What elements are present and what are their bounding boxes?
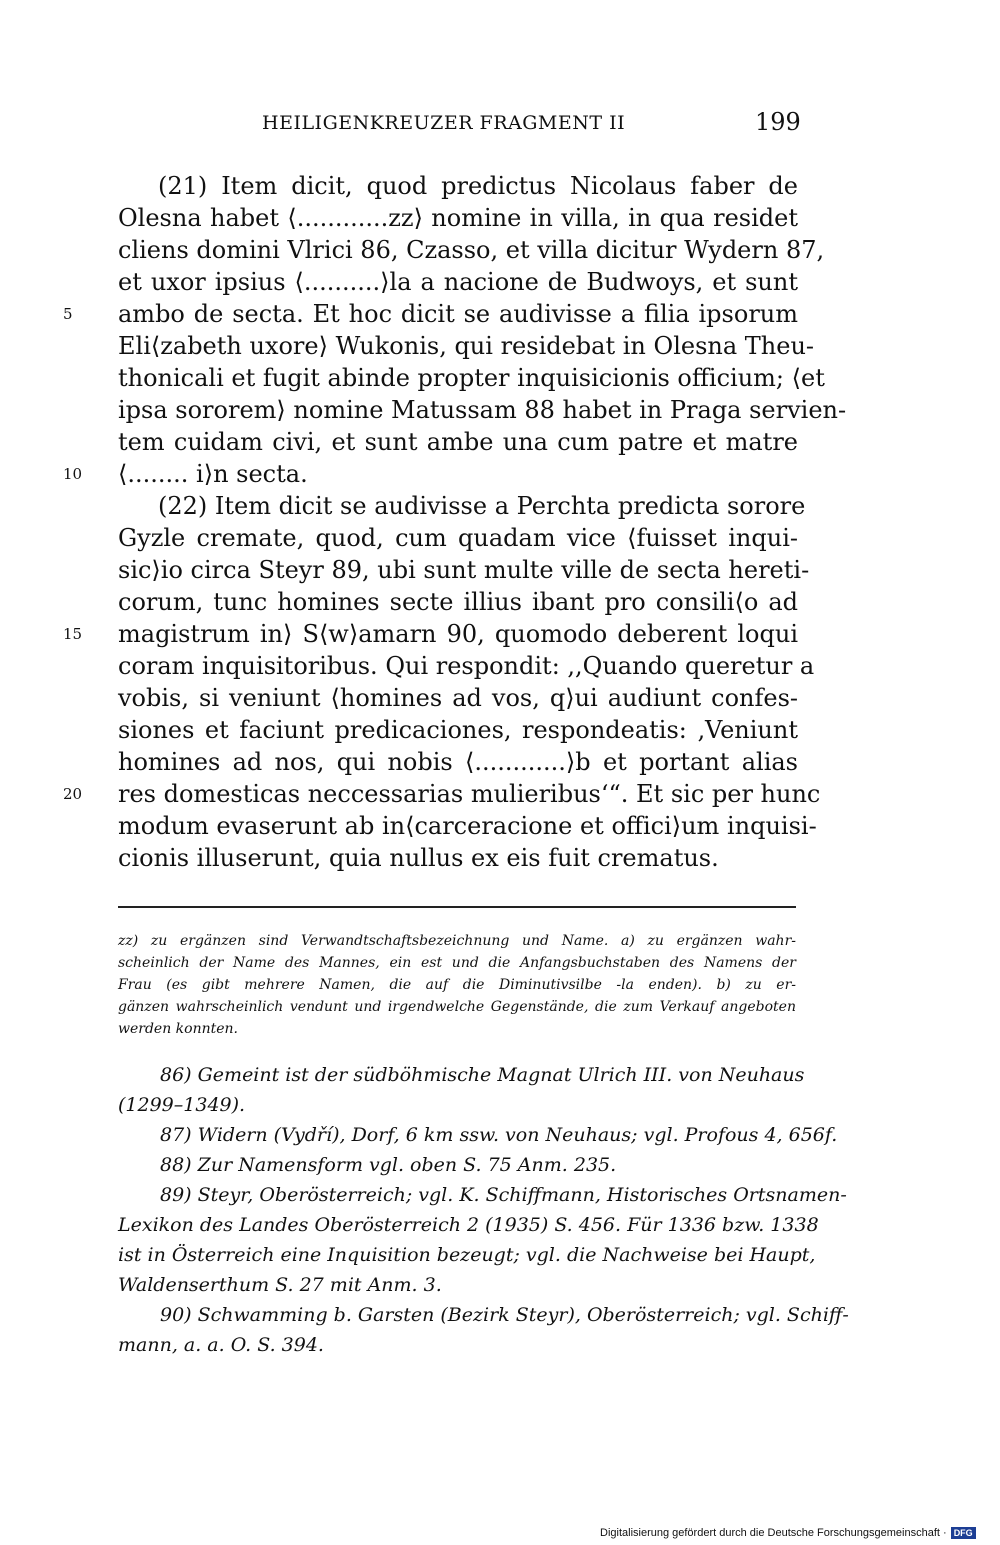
footnote-separator (118, 906, 796, 908)
text-line (118, 234, 825, 266)
line-number: 5 (63, 305, 73, 323)
line-text: magistrum in⟩ S⟨w⟩amarn 90, quomodo deberent loqui (118, 620, 798, 648)
text-line (118, 810, 817, 842)
text-line (118, 842, 798, 874)
line-text: Eli⟨zabeth uxore⟩ Wukonis, qui residebat in Olesna Theu- (118, 332, 815, 360)
apparatus-line: gänzen wahrscheinlich vendunt und irgendwelche Gegenstände, die zum Verkauf angeboten (118, 999, 796, 1015)
text-line (118, 202, 798, 234)
text-line (118, 170, 798, 202)
footnote-line: Waldenserthum S. 27 mit Anm. 3. (118, 1274, 442, 1296)
text-line (63, 458, 798, 490)
line-number: 10 (63, 465, 83, 483)
line-text: sic⟩io circa Steyr 89, ubi sunt multe ville de secta hereti- (118, 556, 810, 584)
line-text: ⟨........ i⟩n secta. (118, 460, 308, 488)
line-text: (22) Item dicit se audivisse a Perchta predicta sorore (158, 492, 806, 520)
text-line (118, 266, 798, 298)
main-text (63, 170, 847, 874)
line-text: (21) Item dicit, quod predictus Nicolaus faber de (158, 172, 798, 200)
text-line (118, 650, 815, 682)
line-text: cliens domini Vlrici 86, Czasso, et villa dicitur Wydern 87, (118, 236, 825, 264)
line-text: Olesna habet ⟨............zz⟩ nomine in villa, in qua residet (118, 204, 798, 232)
line-text: res domesticas neccessarias mulieribus‘“. Et sic per hunc (118, 780, 821, 808)
line-text: Gyzle cremate, quod, cum quadam vice ⟨fuisset inqui- (118, 524, 798, 552)
apparatus-line: werden konnten. (118, 1021, 238, 1037)
line-text: homines ad nos, qui nobis ⟨............⟩b et portant alias (118, 748, 798, 776)
text-line (118, 362, 825, 394)
apparatus-line: scheinlich der Name des Mannes, ein est und die Anfangsbuchstaben des Namens der (118, 955, 796, 971)
line-text: ambo de secta. Et hoc dicit se audivisse a filia ipsorum (118, 300, 798, 328)
running-head: HEILIGENKREUZER FRAGMENT II (262, 112, 626, 134)
text-line (63, 298, 798, 330)
line-text: vobis, si veniunt ⟨homines ad vos, q⟩ui audiunt confes- (118, 684, 798, 712)
apparatus-line: zz) zu ergänzen sind Verwandtschaftsbezeichnung und Name. a) zu ergänzen wahr- (118, 933, 796, 949)
footnote-line: 90) Schwamming b. Garsten (Bezirk Steyr), Oberösterreich; vgl. Schiff- (160, 1304, 849, 1326)
footnote-line: 88) Zur Namensform vgl. oben S. 75 Anm. 235. (160, 1154, 617, 1176)
footnote-line: 87) Widern (Vydří), Dorf, 6 km ssw. von Neuhaus; vgl. Profous 4, 656f. (160, 1124, 838, 1146)
page-number: 199 (755, 108, 801, 136)
text-line (118, 394, 847, 426)
footnote-line: 89) Steyr, Oberösterreich; vgl. K. Schiffmann, Historisches Ortsnamen- (160, 1184, 847, 1206)
text-line (63, 778, 821, 810)
line-number: 15 (63, 625, 83, 643)
line-text: ipsa sororem⟩ nomine Matussam 88 habet in Praga servien- (118, 396, 847, 424)
footnotes (118, 1060, 849, 1360)
text-line (118, 554, 810, 586)
text-line (118, 746, 798, 778)
line-text: modum evaserunt ab in⟨carceracione et offici⟩um inquisi- (118, 812, 817, 840)
text-line (118, 682, 798, 714)
apparatus-line: Frau (es gibt mehrere Namen, die auf die Diminutivsilbe -la enden). b) zu er- (118, 977, 796, 993)
line-text: et uxor ipsius ⟨..........⟩la a nacione de Budwoys, et sunt (118, 268, 798, 296)
text-line (118, 426, 798, 458)
text-line (118, 490, 806, 522)
line-text: tem cuidam civi, et sunt ambe una cum patre et matre (118, 428, 798, 456)
critical-apparatus (118, 930, 796, 1040)
digitization-credit (600, 1527, 976, 1539)
line-text: coram inquisitoribus. Qui respondit: ,,Quando queretur a (118, 652, 815, 680)
footnote-line: (1299–1349). (118, 1094, 246, 1116)
text-line (118, 522, 798, 554)
text-line (118, 714, 798, 746)
footnote-line: Lexikon des Landes Oberösterreich 2 (1935) S. 456. Für 1336 bzw. 1338 (118, 1214, 819, 1236)
text-line (118, 586, 798, 618)
text-line (63, 618, 798, 650)
line-text: cionis illuserunt, quia nullus ex eis fuit crematus. (118, 844, 719, 872)
line-text: thonicali et fugit abinde propter inquisicionis officium; ⟨et (118, 364, 825, 392)
footnote-line: ist in Österreich eine Inquisition bezeugt; vgl. die Nachweise bei Haupt, (118, 1244, 816, 1266)
credit-text: Digitalisierung gefördert durch die Deutsche Forschungsgemeinschaft · (600, 1527, 947, 1539)
footnote-line: 86) Gemeint ist der südböhmische Magnat Ulrich III. von Neuhaus (160, 1064, 805, 1086)
line-text: siones et faciunt predicaciones, respondeatis: ‚Veniunt (118, 716, 798, 744)
footnote-line: mann, a. a. O. S. 394. (118, 1334, 324, 1356)
line-number: 20 (63, 785, 83, 803)
dfg-logo: DFG (951, 1527, 976, 1539)
text-line (118, 330, 815, 362)
line-text: corum, tunc homines secte illius ibant pro consili⟨o ad (118, 588, 798, 616)
